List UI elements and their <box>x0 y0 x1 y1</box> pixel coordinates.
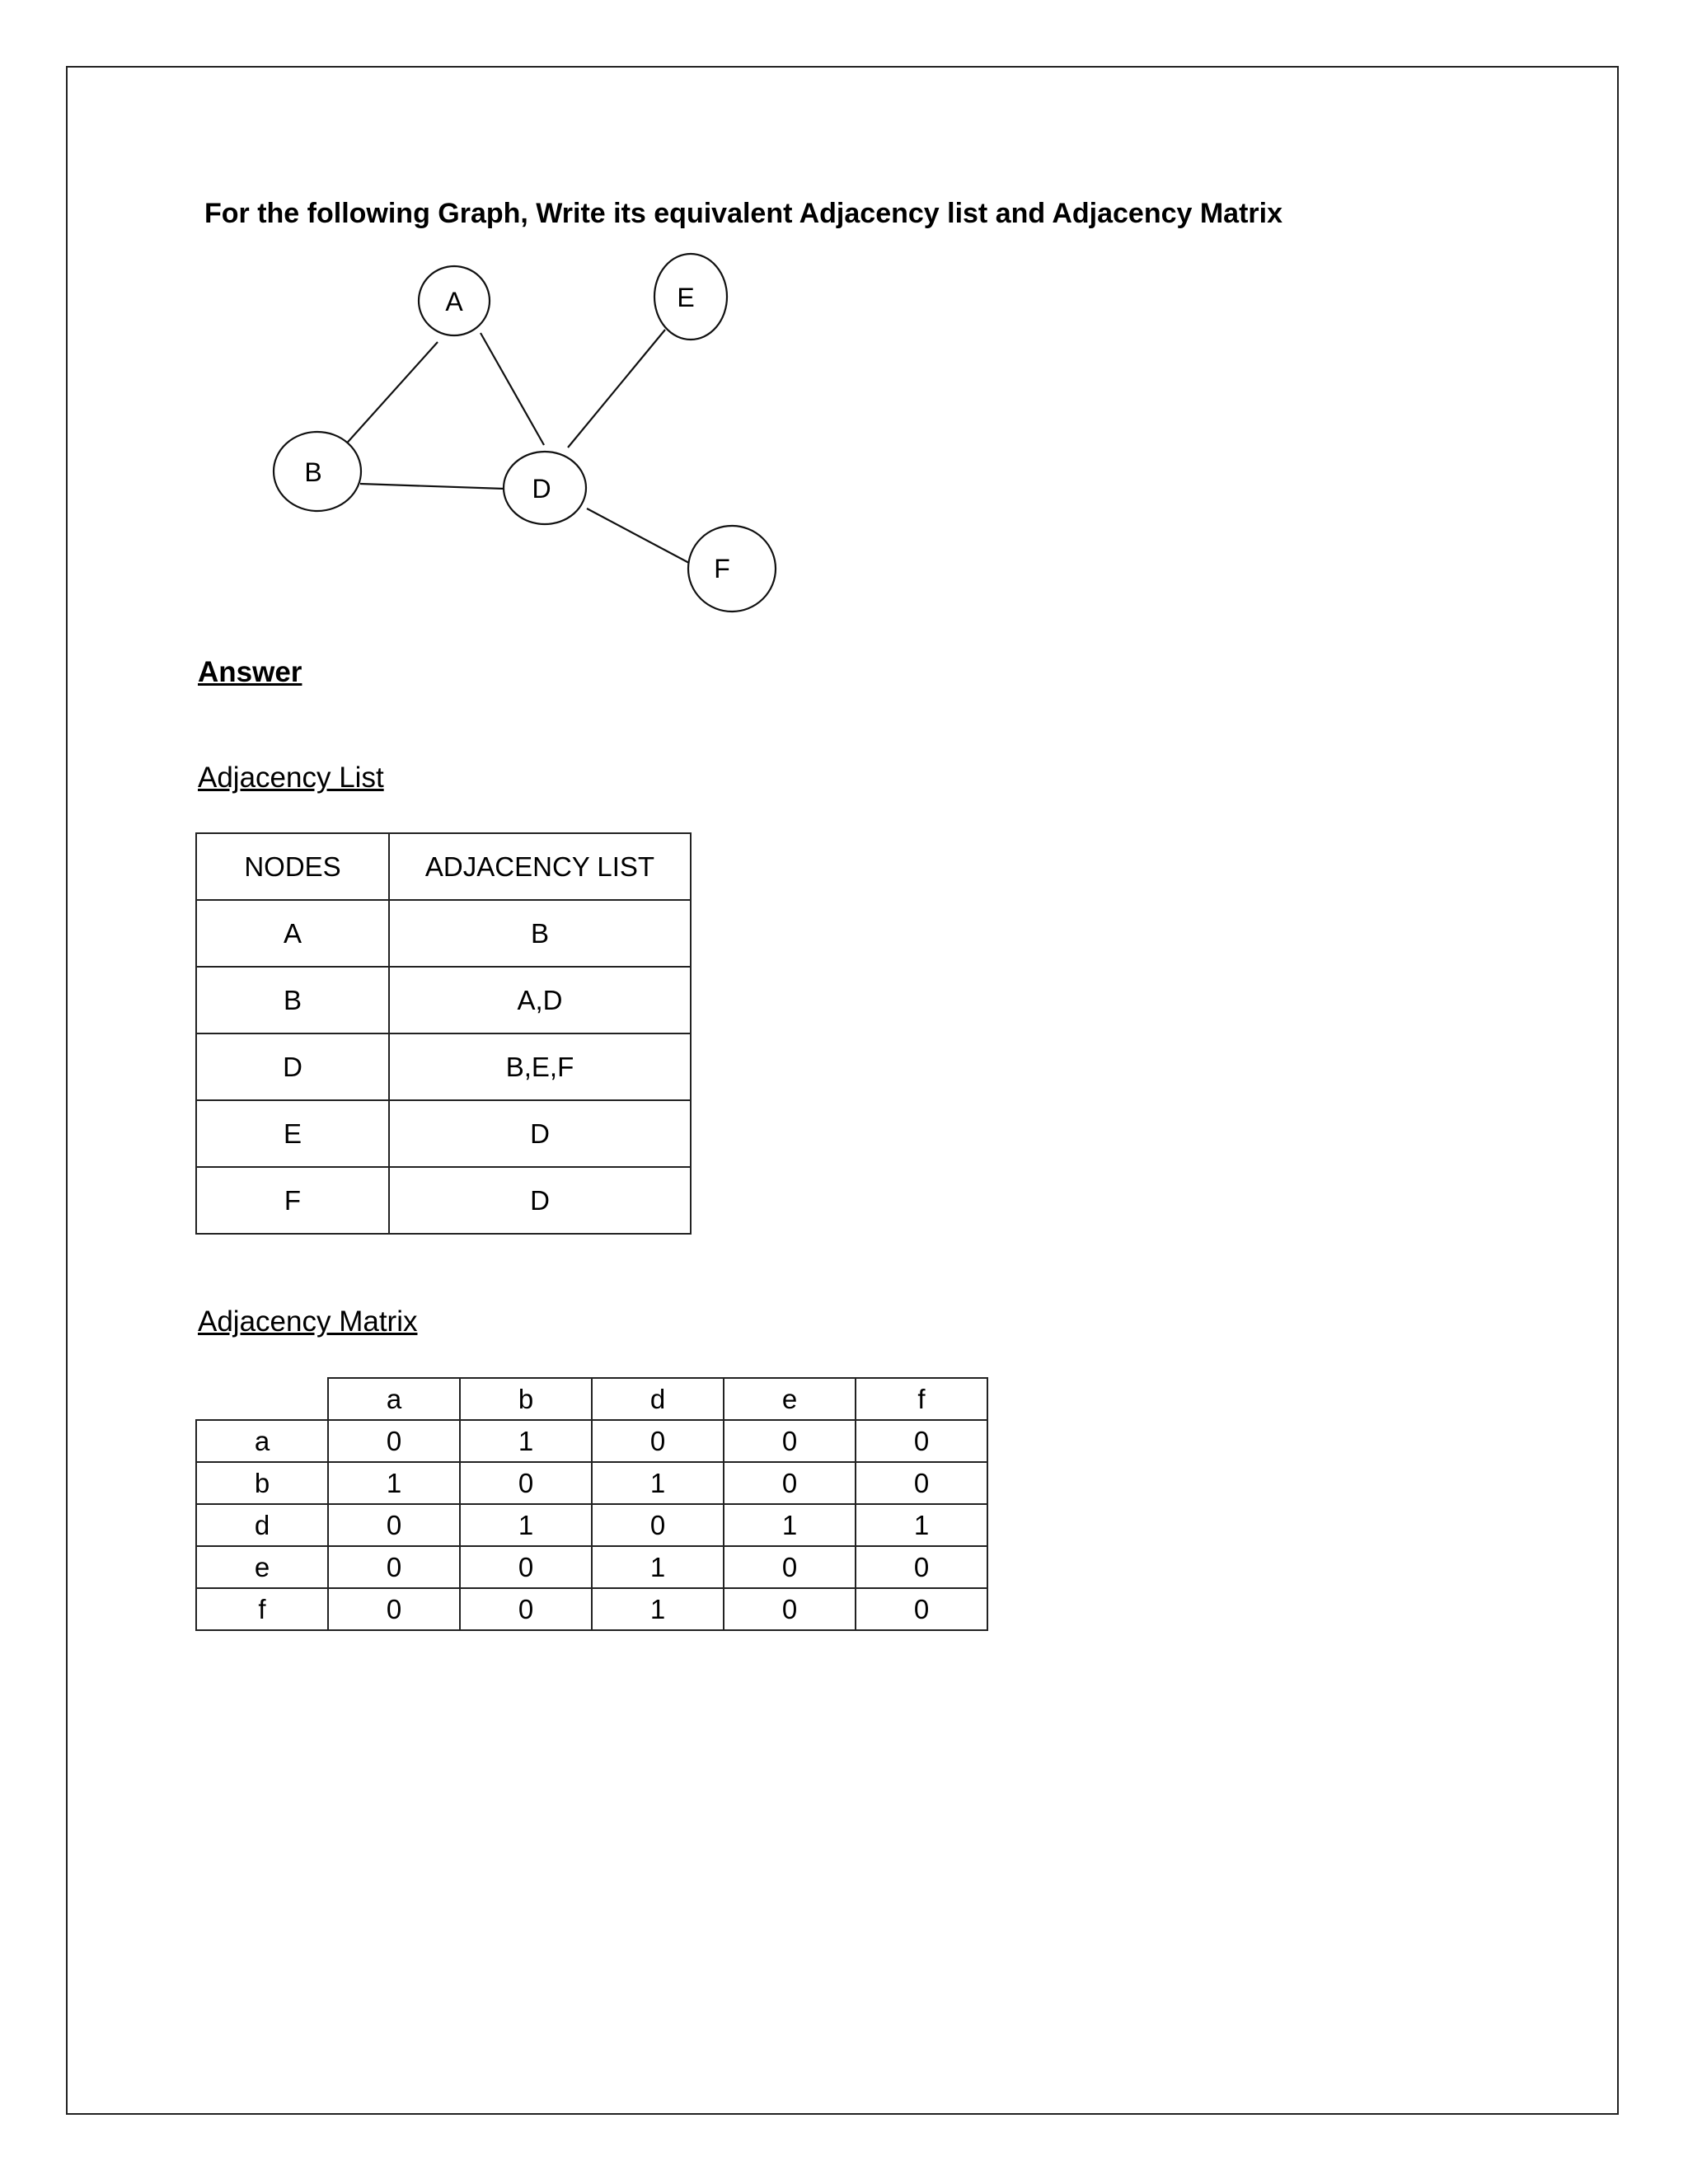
edge-d-e <box>568 330 665 448</box>
node-b-label: B <box>304 457 322 487</box>
matrix-row-header: e <box>196 1546 328 1588</box>
edge-a-d <box>481 333 544 445</box>
matrix-cell: 0 <box>856 1546 987 1588</box>
matrix-cell: 0 <box>460 1588 592 1630</box>
edge-a-b <box>343 342 438 448</box>
matrix-cell: 1 <box>724 1504 856 1546</box>
node-d-label: D <box>532 474 551 504</box>
node-cell: E <box>196 1100 389 1167</box>
matrix-cell: 0 <box>592 1504 724 1546</box>
matrix-row-header: f <box>196 1588 328 1630</box>
header-adjacency-list: ADJACENCY LIST <box>389 833 691 900</box>
matrix-cell: 0 <box>724 1462 856 1504</box>
table-row <box>196 1033 691 1100</box>
matrix-row-header: d <box>196 1504 328 1546</box>
answer-heading: Answer <box>198 656 302 688</box>
adjacency-cell: B,E,F <box>389 1033 691 1100</box>
matrix-row-header: a <box>196 1420 328 1462</box>
node-cell: D <box>196 1033 389 1100</box>
edge-d-f <box>587 509 689 563</box>
matrix-row <box>196 1546 987 1588</box>
matrix-cell: 0 <box>856 1462 987 1504</box>
matrix-cell: 1 <box>592 1588 724 1630</box>
matrix-column-header: d <box>592 1378 724 1420</box>
matrix-cell: 0 <box>724 1588 856 1630</box>
matrix-cell: 0 <box>328 1546 460 1588</box>
table-header-row <box>196 833 691 900</box>
node-cell: B <box>196 967 389 1033</box>
node-e-label: E <box>677 283 695 312</box>
matrix-cell: 0 <box>328 1588 460 1630</box>
node-a <box>419 266 490 335</box>
adjacency-cell: A,D <box>389 967 691 1033</box>
matrix-row <box>196 1504 987 1546</box>
table-row <box>196 967 691 1033</box>
matrix-cell: 1 <box>460 1420 592 1462</box>
adjacency-matrix-heading: Adjacency Matrix <box>198 1305 418 1338</box>
matrix-cell: 0 <box>592 1420 724 1462</box>
node-b <box>274 432 361 511</box>
adjacency-cell: D <box>389 1100 691 1167</box>
node-cell: A <box>196 900 389 967</box>
matrix-corner-cell <box>196 1378 328 1420</box>
edge-b-d <box>360 484 504 489</box>
header-nodes: NODES <box>196 833 389 900</box>
matrix-cell: 1 <box>328 1462 460 1504</box>
matrix-header-row <box>196 1378 987 1420</box>
table-row <box>196 900 691 967</box>
adjacency-list-heading: Adjacency List <box>198 762 384 794</box>
matrix-row <box>196 1588 987 1630</box>
matrix-cell: 0 <box>460 1546 592 1588</box>
node-cell: F <box>196 1167 389 1234</box>
table-row <box>196 1167 691 1234</box>
node-f-label: F <box>714 554 730 583</box>
matrix-cell: 1 <box>592 1546 724 1588</box>
matrix-cell: 0 <box>460 1462 592 1504</box>
node-a-label: A <box>445 287 463 316</box>
matrix-row <box>196 1420 987 1462</box>
matrix-column-header: a <box>328 1378 460 1420</box>
matrix-cell: 1 <box>592 1462 724 1504</box>
matrix-column-header: b <box>460 1378 592 1420</box>
matrix-cell: 0 <box>724 1546 856 1588</box>
node-f <box>688 526 776 612</box>
matrix-cell: 0 <box>856 1420 987 1462</box>
matrix-column-header: f <box>856 1378 987 1420</box>
matrix-row <box>196 1462 987 1504</box>
table-row <box>196 1100 691 1167</box>
node-d <box>504 452 586 524</box>
matrix-row-header: b <box>196 1462 328 1504</box>
matrix-cell: 0 <box>328 1504 460 1546</box>
matrix-cell: 1 <box>460 1504 592 1546</box>
matrix-cell: 0 <box>724 1420 856 1462</box>
adjacency-cell: B <box>389 900 691 967</box>
adjacency-list-table <box>195 832 692 1235</box>
matrix-column-header: e <box>724 1378 856 1420</box>
matrix-cell: 0 <box>856 1588 987 1630</box>
adjacency-matrix-table <box>195 1377 988 1631</box>
question-text: For the following Graph, Write its equivalent Adjacency list and Adjacency Matrix <box>204 198 1283 229</box>
node-e <box>654 254 727 340</box>
matrix-cell: 0 <box>328 1420 460 1462</box>
adjacency-cell: D <box>389 1167 691 1234</box>
graph-diagram <box>0 0 1688 659</box>
matrix-cell: 1 <box>856 1504 987 1546</box>
